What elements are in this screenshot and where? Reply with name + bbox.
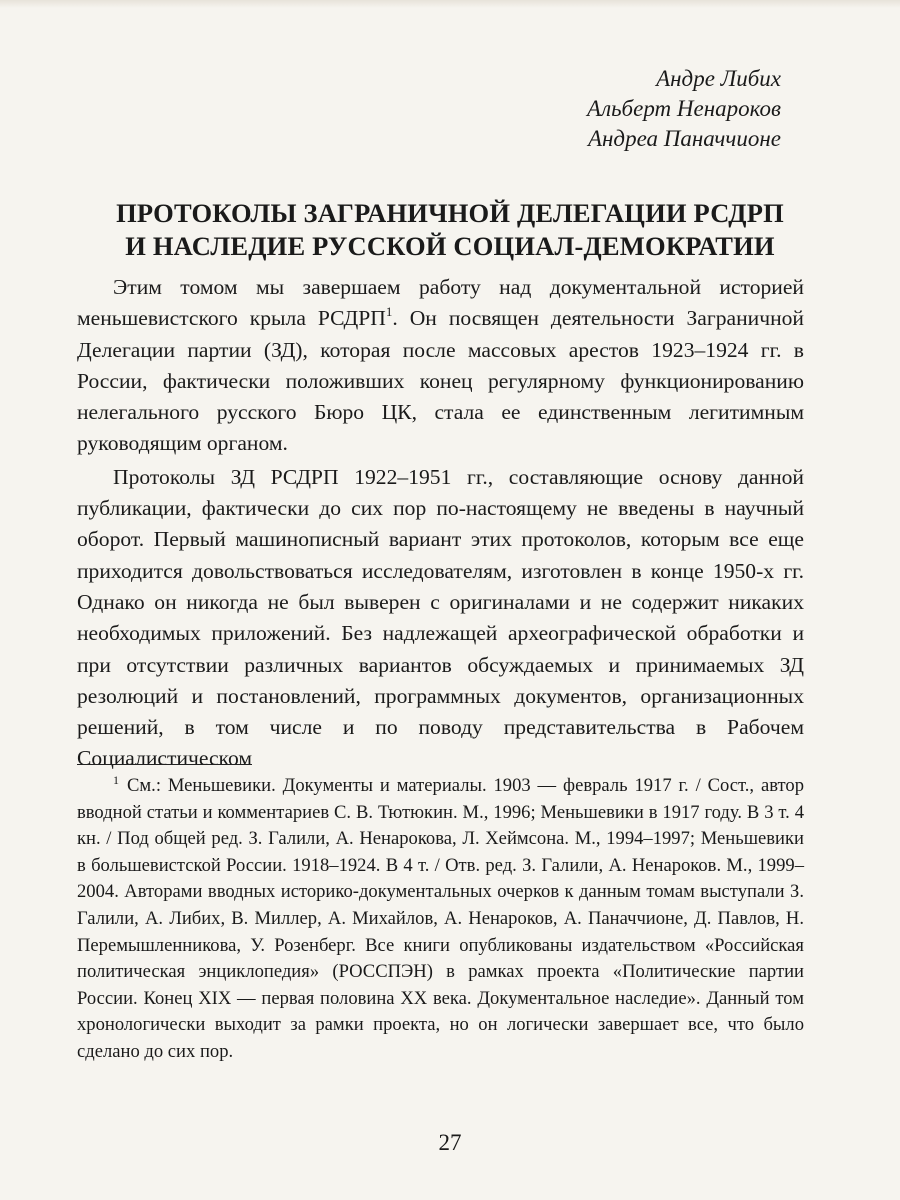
paragraph (77, 272, 804, 460)
author-list (587, 64, 781, 154)
paragraph: Протоколы ЗД РСДРП 1922–1951 гг., составляющие основу данной публикации, фактически до сих пор по-настоящему не введены в научный оборот. Первый машинописный вариант этих протоколов, которым все еще приходится довольствоваться исследователям, изготовлен в конце 1950-х гг. Однако он никогда не был выверен с оригиналами и не содержит никаких необходимых приложений. Без надлежащей археографической обработки и при отсутствии различных вариантов обсуждаемых и принимаемых ЗД резолюций и постановлений, программных документов, организационных решений, в том числе и по поводу представительства в Рабочем Социалистическом (77, 464, 804, 771)
body-text (77, 272, 804, 777)
author-name: Альберт Ненароков (587, 96, 781, 121)
footnote-text: См.: Меньшевики. Документы и материалы. 1903 — февраль 1917 г. / Сост., автор вводной статьи и комментариев С. В. Тютюкин. М., 1996; Меньшевики в 1917 году. В 3 т. 4 кн. / Под общей ред. З. Галили, А. Ненарокова, Л. Хеймсона. М., 1994–1997; Меньшевики в большевистской России. 1918–1924. В 4 т. / Отв. ред. З. Галили, А. Ненароков. М., 1999–2004. Авторами вводных историко-документальных очерков к данным томам выступали З. Галили, А. Либих, В. Миллер, А. Михайлов, А. Ненароков, А. Паначчионе, Д. Павлов, Н. Перемышленникова, У. Розенберг. Все книги опубликованы издательством «Российская политическая энциклопедия» (РОССПЭН) в рамках проекта «Политические партии России. Конец XIX — первая половина XX века. Документальное наследие». Данный том хронологически выходит за рамки проекта, но он логически завершает все, что было сделано до сих пор. (77, 775, 804, 1062)
chapter-title (0, 197, 900, 263)
footnote-paragraph (77, 773, 804, 1066)
page-number: 27 (438, 1130, 462, 1155)
footnote-number: 1 (113, 773, 119, 787)
paragraph-text: Этим томом мы завершаем работу над документальной историей меньшевистского крыла РСДРП (77, 275, 804, 331)
author-name: Андре Либих (656, 66, 781, 91)
chapter-title-line: ПРОТОКОЛЫ ЗАГРАНИЧНОЙ ДЕЛЕГАЦИИ РСДРП (116, 198, 784, 228)
footnote (77, 773, 804, 1066)
footnote-divider (77, 764, 252, 765)
paragraph-text: . Он посвящен деятельности Заграничной Делегации партии (ЗД), которая после массовых арестов 1923–1924 гг. в России, фактически положивших конец регулярному функционированию нелегального русского Бюро ЦК, стала ее единственным легитимным руководящим органом. (77, 306, 804, 456)
footnote-reference[interactable]: 1 (385, 304, 393, 320)
chapter-title-line: И НАСЛЕДИЕ РУССКОЙ СОЦИАЛ-ДЕМОКРАТИИ (125, 231, 775, 261)
page-edge (0, 0, 900, 8)
author-name: Андреа Паначчионе (587, 126, 781, 151)
